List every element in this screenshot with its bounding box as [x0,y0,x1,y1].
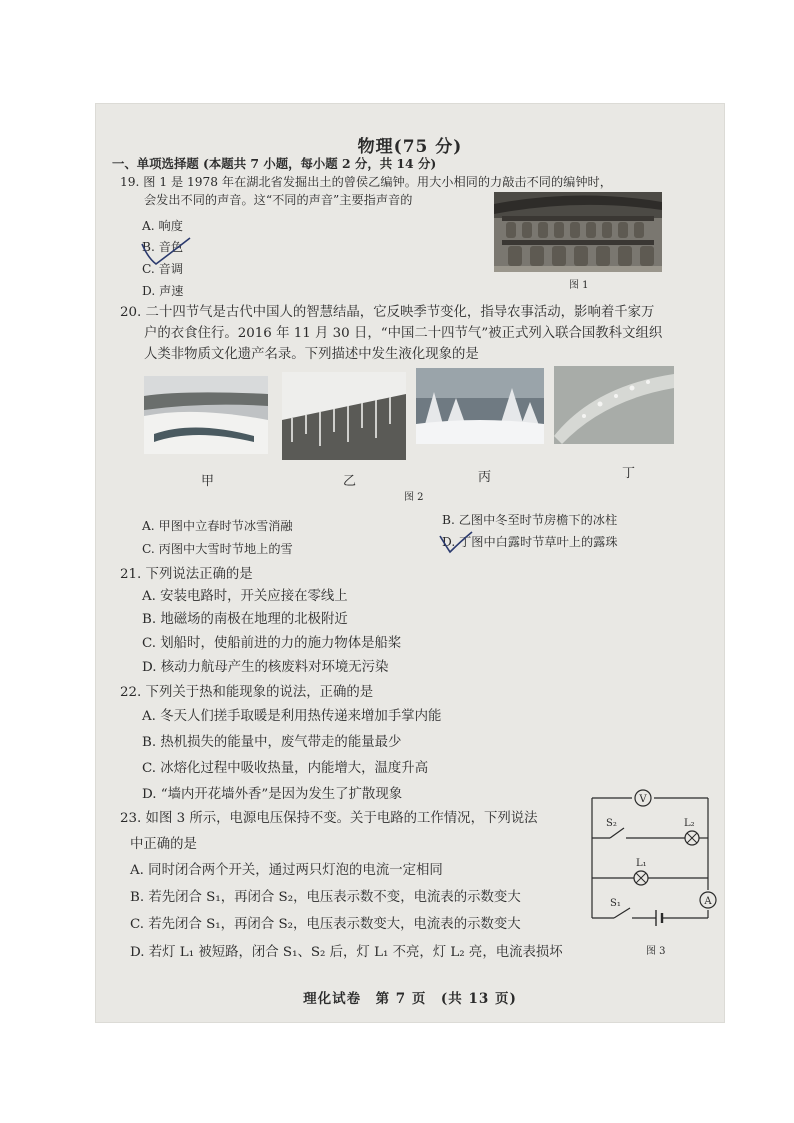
q22-stem: 22. 下列关于热和能现象的说法，正确的是 [120,685,374,700]
q19-option-a: A. 响度 [142,219,183,233]
q23-option-a: A. 同时闭合两个开关，通过两只灯泡的电流一定相同 [130,863,443,878]
q23-stem-line2: 中正确的是 [130,837,197,852]
switch-s1-label: S₁ [610,898,621,909]
switch-s2-label: S₂ [606,818,617,829]
q22-option-c: C. 冰熔化过程中吸收热量，内能增大，温度升高 [142,761,429,776]
ammeter-label: A [704,896,712,907]
dew-on-grass-photo [554,366,674,444]
q20-option-b: B. 乙图中冬至时节房檐下的冰柱 [442,513,618,527]
q23-option-b: B. 若先闭合 S₁，再闭合 S₂，电压表示数不变，电流表的示数变大 [130,890,521,905]
handwritten-check-mark-q20 [436,528,476,556]
circuit-diagram [580,786,722,936]
page-title: 物理(75 分) [357,137,463,157]
q21-stem: 21. 下列说法正确的是 [120,567,253,582]
q19-stem-line1: 19. 图 1 是 1978 年在湖北省发掘出土的曾侯乙编钟。用大小相同的力敲击不同的编钟时， [120,175,612,189]
q19-option-c: C. 音调 [142,262,184,276]
lamp-l1-label: L₁ [636,858,647,869]
q22-option-b: B. 热机损失的能量中，废气带走的能量最少 [142,735,402,750]
q23-option-d: D. 若灯 L₁ 被短路，闭合 S₁、S₂ 后，灯 L₁ 不亮，灯 L₂ 亮，电流表损坏 [130,945,563,960]
q21-option-a: A. 安装电路时，开关应接在零线上 [142,589,348,604]
figure-3-caption: 图 3 [646,946,666,957]
image-label-ding: 丁 [622,466,636,481]
q20-option-a: A. 甲图中立春时节冰雪消融 [142,519,293,533]
lamp-l2-label: L₂ [684,818,695,829]
image-label-yi: 乙 [343,474,357,489]
q23-stem-line1: 23. 如图 3 所示，电源电压保持不变。关于电路的工作情况，下列说法 [120,811,538,826]
exam-page [96,104,724,1022]
melting-snow-river-photo [144,376,268,454]
q21-option-d: D. 核动力航母产生的核废料对环境无污染 [142,660,389,675]
q20-stem-line3: 人类非物质文化遗产名录。下列描述中发生液化现象的是 [144,347,479,362]
q20-option-d: D. 丁图中白露时节草叶上的露珠 [442,535,618,549]
figure-1-caption: 图 1 [569,280,589,291]
q19-option-b: B. 音色 [142,240,184,254]
voltmeter-label: V [639,794,647,805]
q19-stem-line2: 会发出不同的声音。这“不同的声音”主要指声音的 [144,193,413,207]
q22-option-a: A. 冬天人们搓手取暖是利用热传递来增加手掌内能 [142,709,442,724]
q19-option-d: D. 声速 [142,284,184,298]
snowy-ground-photo [416,368,544,444]
image-label-jia: 甲 [201,474,215,489]
handwritten-check-mark-q19 [138,232,198,272]
q22-option-d: D. “墙内开花墙外香”是因为发生了扩散现象 [142,787,403,802]
q21-option-b: B. 地磁场的南极在地理的北极附近 [142,612,348,627]
q20-stem-line2: 户的衣食住行。2016 年 11 月 30 日，“中国二十四节气”被正式列入联合国教科文组织 [144,326,663,341]
q21-option-c: C. 划船时，使船前进的力的施力物体是船桨 [142,636,402,651]
page-footer: 理化试卷 第 7 页 (共 13 页) [303,991,517,1007]
q20-option-c: C. 丙图中大雪时节地上的雪 [142,542,293,556]
icicles-eaves-photo [282,372,406,460]
q23-option-c: C. 若先闭合 S₁，再闭合 S₂，电压表示数变大，电流表的示数变大 [130,917,521,932]
image-label-bing: 丙 [478,470,492,485]
bianzhong-bells-photo [494,192,662,272]
section-heading: 一、单项选择题 (本题共 7 小题，每小题 2 分，共 14 分) [112,156,437,171]
figure-2-caption: 图 2 [404,492,424,503]
q20-stem-line1: 20. 二十四节气是古代中国人的智慧结晶，它反映季节变化，指导农事活动，影响着千家万 [120,305,655,320]
